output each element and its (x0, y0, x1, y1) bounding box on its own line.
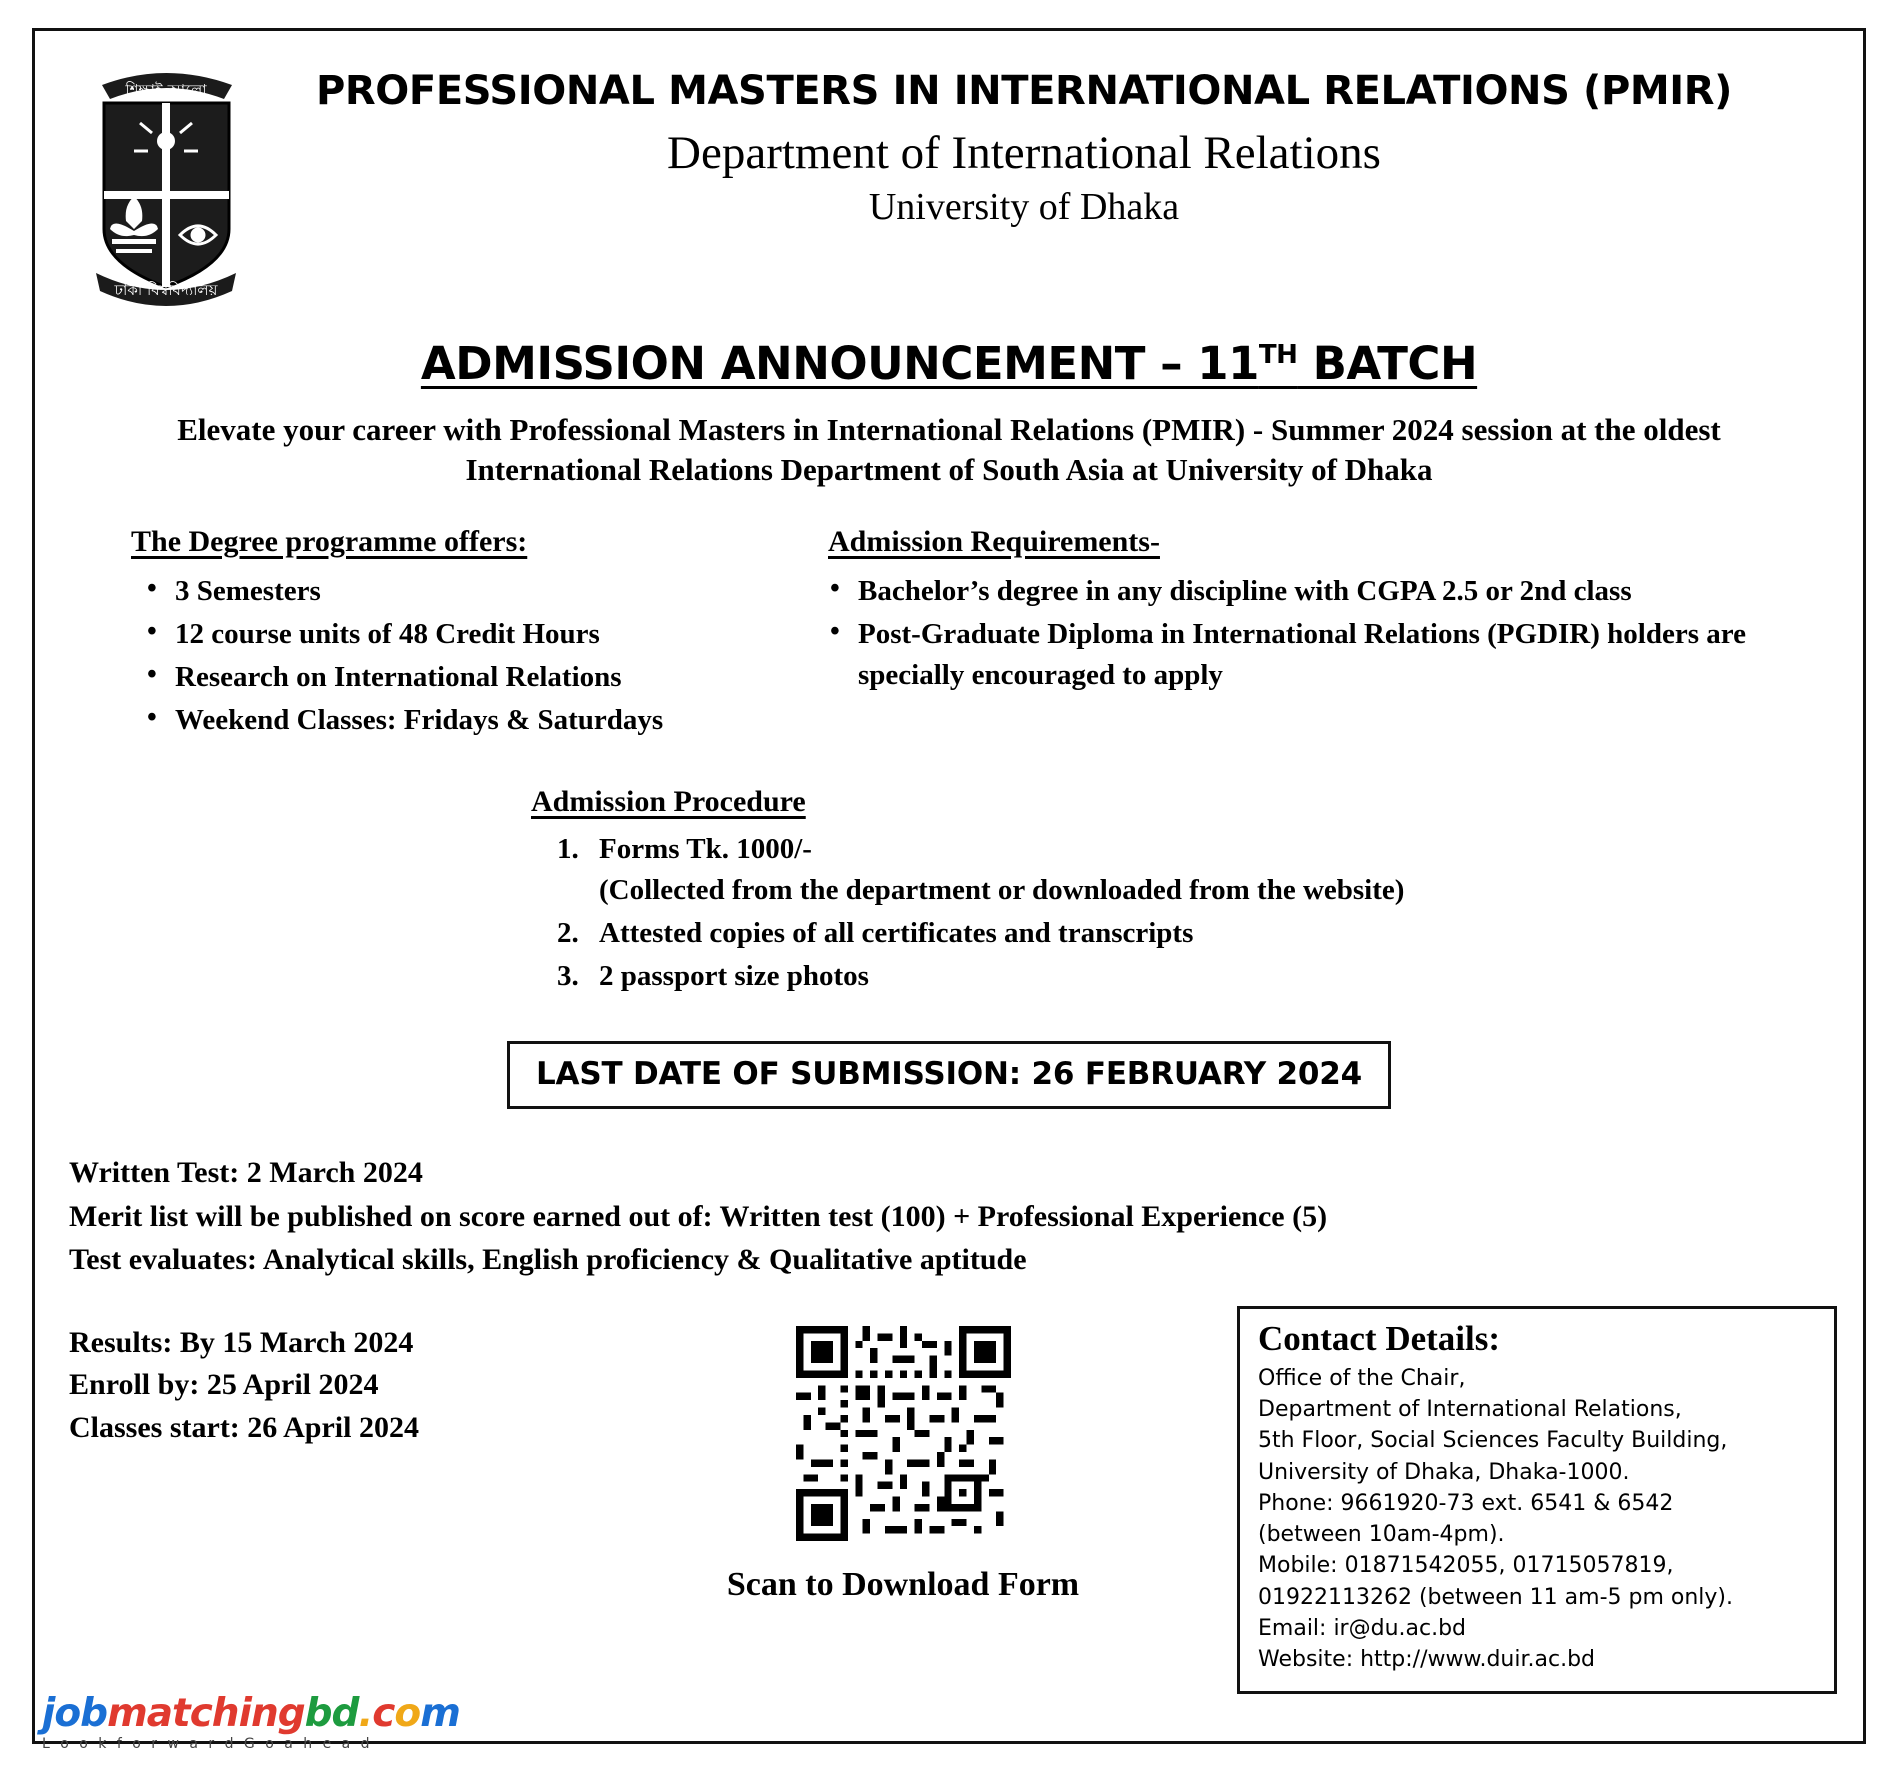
list-item (553, 829, 1837, 911)
brand-part: . (358, 1691, 373, 1736)
classes-start-date: Classes start: 26 April 2024 (69, 1411, 419, 1445)
qr-column (569, 1322, 1237, 1694)
contact-line: Office of the Chair, (1258, 1365, 1466, 1391)
contact-mobile: Mobile: 01871542055, 01715057819, (1258, 1553, 1674, 1579)
contact-phone: Phone: 9661920-73 ext. 6541 & 6542 (1258, 1490, 1674, 1516)
svg-text:ঢাকা বিশ্ববিদ্যালয়: ঢাকা বিশ্ববিদ্যালয় (114, 281, 217, 299)
programme-title: PROFESSIONAL MASTERS IN INTERNATIONAL RELATIONS (PMIR) (315, 68, 1733, 114)
contact-phone-hours: (between 10am-4pm). (1258, 1522, 1505, 1548)
merit-list-line: Merit list will be published on score earned out of: Written test (100) + Professional Experience (5) (69, 1199, 1328, 1233)
degree-offers-list (131, 571, 816, 742)
list-item: Attested copies of all certificates and transcripts (599, 917, 1194, 950)
contact-email[interactable]: Email: ir@du.ac.bd (1258, 1615, 1467, 1641)
jobmatchingbd-logo[interactable] (42, 1691, 460, 1752)
degree-offers-heading: The Degree programme offers: (131, 524, 528, 558)
list-item: • Bachelor’s degree in any discipline with CGPA 2.5 or 2nd class (828, 571, 1827, 612)
brand-part: o (394, 1691, 421, 1736)
qr-code-icon[interactable] (796, 1326, 1011, 1546)
admission-procedure-section (61, 785, 1837, 997)
announcement-heading (61, 337, 1837, 390)
list-item: • 12 course units of 48 Credit Hours (131, 614, 816, 655)
svg-text:শিক্ষাই আলো: শিক্ষাই আলো (124, 81, 207, 99)
contact-details-title: Contact Details: (1258, 1318, 1501, 1358)
lead-paragraph: Elevate your career with Professional Masters in International Relations (PMIR) - Summer 2024 session at the oldest International Relations Department of South Asia at University of Dhaka (177, 412, 1721, 488)
key-dates-list (69, 1322, 569, 1694)
department-title: Department of International Relations (667, 127, 1381, 179)
announcement-prefix: ADMISSION ANNOUNCEMENT – 11 (420, 337, 1259, 390)
contact-website[interactable]: Website: http://www.duir.ac.bd (1258, 1647, 1595, 1672)
brand-tagline: L o o k f o r w a r d G o a h e a d (42, 1736, 373, 1752)
admission-procedure-heading: Admission Procedure (531, 785, 806, 819)
contact-details-box (1237, 1306, 1837, 1694)
list-item: • 3 Semesters (131, 571, 816, 612)
brand-part: job (42, 1691, 108, 1736)
brand-part: c (372, 1691, 395, 1736)
admission-requirements-heading: Admission Requirements- (828, 524, 1160, 558)
brand-part: matching (107, 1691, 305, 1736)
poster-header (61, 41, 1837, 307)
contact-line: Department of International Relations, (1258, 1397, 1682, 1423)
deadline-wrapper (61, 1041, 1837, 1109)
contact-line: University of Dhaka, Dhaka-1000. (1258, 1459, 1630, 1485)
written-test-line: Written Test: 2 March 2024 (69, 1156, 423, 1190)
contact-mobile-hours: 01922113262 (between 11 am-5 pm only). (1258, 1584, 1733, 1610)
bottom-section (61, 1318, 1837, 1694)
admission-requirements-list (828, 571, 1827, 697)
degree-offers-column (71, 525, 816, 744)
contact-line: 5th Floor, Social Sciences Faculty Building, (1258, 1428, 1728, 1454)
admission-requirements-column (816, 525, 1827, 744)
qr-caption: Scan to Download Form (726, 1565, 1080, 1603)
university-title: University of Dhaka (868, 186, 1180, 229)
university-crest-icon (61, 51, 271, 307)
procedure-item-1-note: (Collected from the department or downloaded from the website) (599, 874, 1405, 907)
test-info-section (61, 1151, 1837, 1282)
admission-poster (32, 28, 1866, 1744)
announcement-ordinal: TH (1258, 340, 1298, 370)
info-columns (61, 525, 1837, 744)
announcement-suffix: BATCH (1297, 337, 1478, 390)
results-date: Results: By 15 March 2024 (69, 1325, 414, 1359)
header-title-block (271, 51, 1837, 231)
enroll-date: Enroll by: 25 April 2024 (69, 1368, 379, 1402)
test-evaluates-line: Test evaluates: Analytical skills, English proficiency & Qualitative aptitude (69, 1243, 1027, 1277)
admission-procedure-list (531, 829, 1837, 997)
list-item: 2 passport size photos (599, 960, 869, 993)
brand-part: bd (304, 1691, 359, 1736)
brand-part: m (420, 1691, 460, 1736)
last-date-box: LAST DATE OF SUBMISSION: 26 FEBRUARY 2024 (507, 1041, 1391, 1109)
brand-wordmark (42, 1691, 460, 1736)
procedure-item-1: Forms Tk. 1000/- (599, 833, 812, 866)
list-item: • Weekend Classes: Fridays & Saturdays (131, 700, 816, 741)
list-item: • Post-Graduate Diploma in International Relations (PGDIR) holders are specially encouraged to apply (828, 614, 1827, 696)
list-item: • Research on International Relations (131, 657, 816, 698)
